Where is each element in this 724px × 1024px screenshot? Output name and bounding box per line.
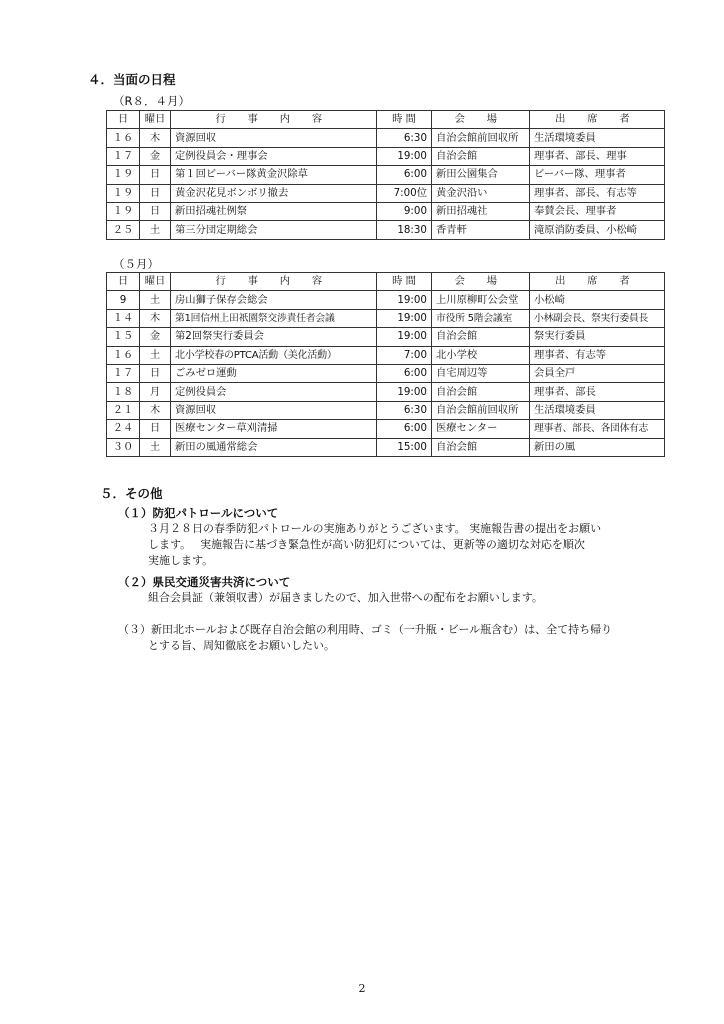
cell-day: １６ xyxy=(107,346,140,364)
table-row xyxy=(107,438,665,456)
cell-attendees: 奉賛会長、理事者 xyxy=(530,202,665,220)
table-row xyxy=(107,221,665,239)
cell-time: 19:00 xyxy=(377,291,432,309)
cell-day: １９ xyxy=(107,202,140,220)
item2-line1: 組合会員証（兼領収書）が届きましたので、加入世帯への配布をお願いします。 xyxy=(148,591,543,604)
table-row xyxy=(107,420,665,438)
april-label: （R８．４月） xyxy=(113,94,190,108)
col-header-venue: 会 場 xyxy=(432,273,530,291)
cell-weekday: 土 xyxy=(140,291,171,309)
cell-venue: 市役所 5階会議室 xyxy=(432,309,530,327)
cell-event: 新田招魂社例祭 xyxy=(171,202,377,220)
cell-time: 19:00 xyxy=(377,328,432,346)
cell-day: １６ xyxy=(107,129,140,147)
cell-day: ２５ xyxy=(107,221,140,239)
cell-venue: 医療センター xyxy=(432,420,530,438)
col-header-attendees: 出 席 者 xyxy=(530,273,665,291)
cell-day: １４ xyxy=(107,309,140,327)
cell-time: 6:00 xyxy=(377,166,432,184)
cell-time: 7:00位 xyxy=(377,184,432,202)
section5-title: ５．その他 xyxy=(100,486,163,501)
table-row xyxy=(107,147,665,165)
item1-line1: ３月２８日の春季防犯パトロールの実施ありがとうございます。 実施報告書の提出をお願い xyxy=(148,522,602,535)
cell-event: 黄金沢花見ボンボリ撤去 xyxy=(171,184,377,202)
item3-line2: とする旨、周知徹底をお願いしたい。 xyxy=(148,639,335,652)
item1-line3: 実施します。 xyxy=(148,554,214,567)
cell-day: ３０ xyxy=(107,438,140,456)
col-header-weekday: 曜日 xyxy=(140,273,171,291)
col-header-attendees: 出 席 者 xyxy=(530,111,665,129)
cell-venue: 自治会館 xyxy=(432,147,530,165)
section4-title: ４．当面の日程 xyxy=(88,72,176,87)
cell-weekday: 日 xyxy=(140,420,171,438)
cell-day: １９ xyxy=(107,184,140,202)
cell-time: 6:30 xyxy=(377,401,432,419)
table-header-row xyxy=(107,273,665,291)
cell-attendees: 生活環境委員 xyxy=(530,401,665,419)
cell-attendees: 理事者、有志等 xyxy=(530,346,665,364)
table-row xyxy=(107,328,665,346)
cell-attendees: 会員全戸 xyxy=(530,364,665,382)
cell-weekday: 木 xyxy=(140,401,171,419)
item1-line2: します。 実施報告に基づき緊急性が高い防犯灯については、更新等の適切な対応を順次 xyxy=(148,538,585,551)
col-header-venue: 会 場 xyxy=(432,111,530,129)
cell-attendees: 理事者、部長、理事 xyxy=(530,147,665,165)
cell-weekday: 土 xyxy=(140,221,171,239)
cell-time: 6:00 xyxy=(377,420,432,438)
cell-venue: 香青軒 xyxy=(432,221,530,239)
col-header-event: 行 事 内 容 xyxy=(171,273,377,291)
cell-event: 定例役員会・理事会 xyxy=(171,147,377,165)
cell-attendees: 祭実行委員 xyxy=(530,328,665,346)
cell-time: 7:00 xyxy=(377,346,432,364)
cell-event: 第三分団定期総会 xyxy=(171,221,377,239)
page-number: 2 xyxy=(358,982,366,995)
cell-event: 医療センター草刈清掃 xyxy=(171,420,377,438)
cell-day: ２４ xyxy=(107,420,140,438)
cell-attendees: 理事者、部長、各団体有志 xyxy=(530,420,665,438)
cell-venue: 自治会館 xyxy=(432,438,530,456)
cell-day: ２１ xyxy=(107,401,140,419)
cell-event: 第1回信州上田祇園祭交渉責任者会議 xyxy=(171,309,377,327)
table-row xyxy=(107,291,665,309)
cell-venue: 自治会館 xyxy=(432,383,530,401)
cell-event: 北小学校春のPTCA活動（美化活動） xyxy=(171,346,377,364)
cell-venue: 自治会館前回収所 xyxy=(432,129,530,147)
cell-day: 9 xyxy=(107,291,140,309)
cell-attendees: 小林副会長、祭実行委員長 xyxy=(530,309,665,327)
cell-venue: 黄金沢沿い xyxy=(432,184,530,202)
cell-venue: 自治会館 xyxy=(432,328,530,346)
may-label: （５月） xyxy=(113,257,159,271)
col-header-time: 時 間 xyxy=(377,273,432,291)
table-row xyxy=(107,184,665,202)
table-row xyxy=(107,129,665,147)
cell-attendees: 理事者、部長 xyxy=(530,383,665,401)
table-row xyxy=(107,364,665,382)
table-row xyxy=(107,401,665,419)
cell-event: ごみゼロ運動 xyxy=(171,364,377,382)
cell-time: 6:00 xyxy=(377,364,432,382)
cell-time: 6:30 xyxy=(377,129,432,147)
cell-event: 資源回収 xyxy=(171,401,377,419)
cell-event: 新田の風通常総会 xyxy=(171,438,377,456)
cell-weekday: 土 xyxy=(140,438,171,456)
cell-venue: 自宅周辺等 xyxy=(432,364,530,382)
april-schedule-table xyxy=(106,110,665,240)
cell-weekday: 木 xyxy=(140,309,171,327)
cell-weekday: 木 xyxy=(140,129,171,147)
cell-event: 房山獅子保存会総会 xyxy=(171,291,377,309)
cell-time: 9:00 xyxy=(377,202,432,220)
cell-event: 第2回祭実行委員会 xyxy=(171,328,377,346)
cell-venue: 新田招魂社 xyxy=(432,202,530,220)
cell-day: １７ xyxy=(107,147,140,165)
cell-attendees: 小松崎 xyxy=(530,291,665,309)
cell-weekday: 日 xyxy=(140,184,171,202)
cell-event: 資源回収 xyxy=(171,129,377,147)
cell-weekday: 金 xyxy=(140,328,171,346)
cell-day: １９ xyxy=(107,166,140,184)
cell-day: １５ xyxy=(107,328,140,346)
may-schedule-table xyxy=(106,272,665,457)
cell-time: 19:00 xyxy=(377,147,432,165)
cell-venue: 上川原柳町公会堂 xyxy=(432,291,530,309)
col-header-weekday: 曜日 xyxy=(140,111,171,129)
cell-weekday: 日 xyxy=(140,166,171,184)
cell-attendees: 理事者、部長、有志等 xyxy=(530,184,665,202)
col-header-time: 時 間 xyxy=(377,111,432,129)
table-row xyxy=(107,166,665,184)
cell-attendees: 生活環境委員 xyxy=(530,129,665,147)
cell-venue: 北小学校 xyxy=(432,346,530,364)
cell-time: 19:00 xyxy=(377,383,432,401)
cell-attendees: ビーバー隊、理事者 xyxy=(530,166,665,184)
table-header-row xyxy=(107,111,665,129)
table-row xyxy=(107,346,665,364)
table-row xyxy=(107,383,665,401)
cell-event: 第１回ビーバー隊黄金沢除草 xyxy=(171,166,377,184)
cell-weekday: 土 xyxy=(140,346,171,364)
item3-line1: （３）新田北ホールおよび既存自治会館の利用時、ゴミ（一升瓶・ビール瓶含む）は、全て持ち帰り xyxy=(118,623,613,636)
cell-weekday: 金 xyxy=(140,147,171,165)
cell-venue: 新田公園集合 xyxy=(432,166,530,184)
cell-time: 15:00 xyxy=(377,438,432,456)
col-header-event: 行 事 内 容 xyxy=(171,111,377,129)
cell-time: 19:00 xyxy=(377,309,432,327)
cell-attendees: 新田の風 xyxy=(530,438,665,456)
cell-weekday: 月 xyxy=(140,383,171,401)
cell-day: １７ xyxy=(107,364,140,382)
cell-attendees: 滝原消防委員、小松崎 xyxy=(530,221,665,239)
col-header-day: 日 xyxy=(107,111,140,129)
cell-event: 定例役員会 xyxy=(171,383,377,401)
cell-weekday: 日 xyxy=(140,202,171,220)
cell-day: １８ xyxy=(107,383,140,401)
table-row xyxy=(107,202,665,220)
item1-heading: （１）防犯パトロールについて xyxy=(118,506,279,520)
cell-time: 18:30 xyxy=(377,221,432,239)
cell-weekday: 日 xyxy=(140,364,171,382)
col-header-day: 日 xyxy=(107,273,140,291)
item2-heading: （２）県民交通災害共済について xyxy=(118,575,291,589)
cell-venue: 自治会館前回収所 xyxy=(432,401,530,419)
table-row xyxy=(107,309,665,327)
